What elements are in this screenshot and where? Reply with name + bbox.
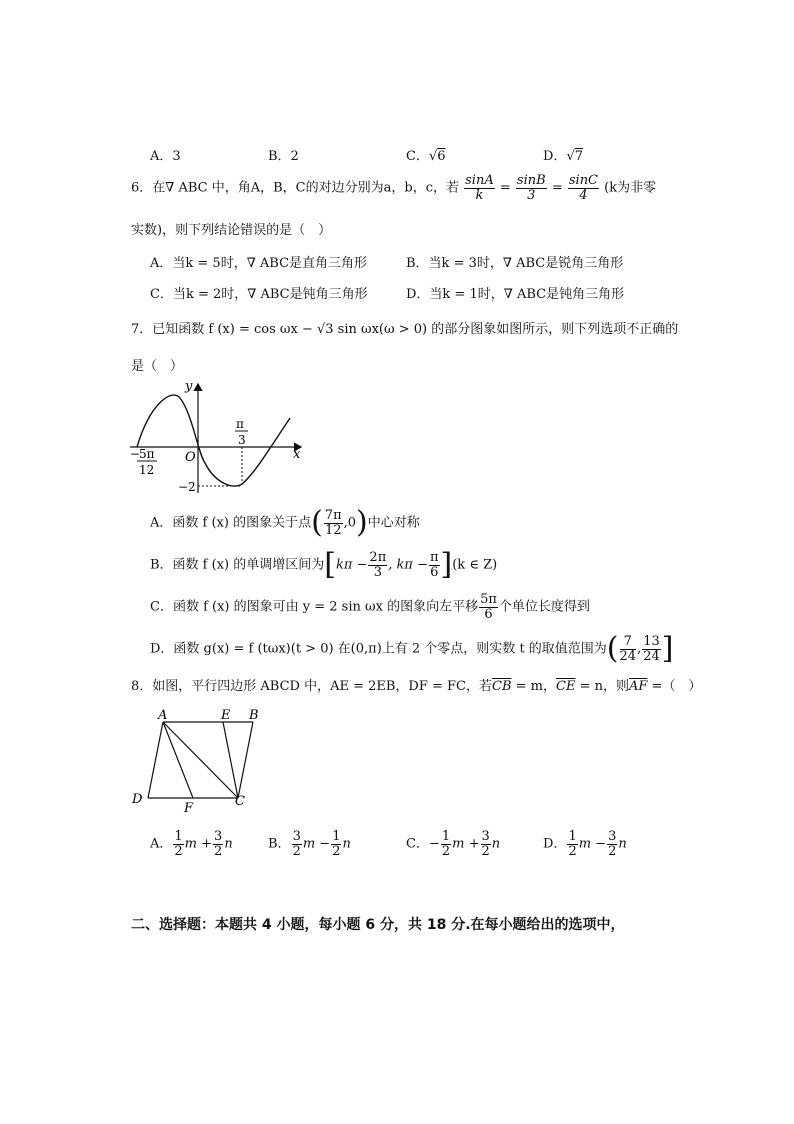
q6-stem: 6．在∇ ABC 中，角A，B，C的对边分别为a，b，c，若 $\frac{\sin A}{k}$ = $\frac{\sin B}{3}$ = $\frac{\sin C}{4}$ (k为非零 (131, 173, 657, 203)
q7-option-c: C．函数 f (x) 的图象可由 y = 2 sin ωx 的图象向左平移 $\frac{5\pi}{6}$ 个单位长度得到 (150, 592, 590, 622)
point-a: A (158, 708, 168, 723)
point-f: F (184, 801, 194, 816)
label-3: 3 (238, 433, 246, 447)
label-12: 12 (139, 463, 155, 477)
label-5pi: 5π (139, 447, 155, 461)
section-2-heading: 二、选择题：本题共 4 小题，每小题 6 分，共 18 分.在每小题给出的选项中， (131, 917, 625, 933)
q8-option-b: B． $\frac{3}{2}$ m − $\frac{1}{2}$ n (268, 829, 351, 859)
q6-stem-line2: 实数)，则下列结论错误的是（ ） (131, 223, 332, 238)
cosine-curve (137, 395, 290, 486)
q6-option-b: B．当k = 3时，∇ ABC是锐角三角形 (406, 256, 624, 271)
q6-option-c: C．当k = 2时，∇ ABC是钝角三角形 (150, 287, 368, 302)
label-minus-2: −2 (178, 480, 196, 494)
q6-option-d: D．当k = 1时，∇ ABC是钝角三角形 (406, 287, 625, 302)
label-pi: π (236, 417, 244, 431)
q5-option-b: B．2 (268, 149, 299, 164)
q5-option-c: C．√6 (406, 149, 446, 164)
segment-af (163, 722, 193, 798)
q8-option-d: D． $\frac{1}{2}$ m − $\frac{3}{2}$ n (543, 829, 627, 859)
label-minus: − (130, 447, 141, 461)
label-x: x (293, 447, 301, 462)
side-bc (238, 722, 253, 798)
q7-function-graph (125, 378, 310, 498)
label-y: y (185, 379, 193, 394)
q7-stem-line2: 是（ ） (131, 359, 184, 374)
point-b: B (249, 708, 259, 723)
q7-option-a: A．函数 f (x) 的图象关于点( $\frac{7\pi}{12}$ ,0)中心对称 (150, 505, 420, 540)
segment-ac (163, 722, 238, 798)
q7-option-b: B．函数 f (x) 的单调增区间为[kπ − $\frac{2\pi}{3}$ , kπ − $\frac{\pi}{6}$ ](k ∈ Z) (150, 547, 498, 582)
q7-stem: 7．已知函数 f (x) = cos ωx − √3 sin ωx(ω > 0) 的部分图象如图所示，则下列选项不正确的 (131, 322, 679, 337)
q7-option-d: D．函数 g(x) = f (tωx)(t > 0) 在(0,π)上有 2 个零点，则实数 t 的取值范围为( $\frac{7}{24}$ , $\frac{13}{24}$ ] (150, 631, 674, 666)
q5-option-d: D．√7 (543, 149, 584, 164)
q5-option-a: A．3 (150, 149, 181, 164)
q8-option-c: C．− $\frac{1}{2}$ m + $\frac{3}{2}$ n (406, 829, 501, 859)
side-da (148, 722, 163, 798)
point-e: E (221, 708, 231, 723)
point-d: D (132, 792, 143, 807)
q8-stem: 8．如图，平行四边形 ABCD 中，AE = 2EB，DF = FC，若$\overline{CB} = m$，$\overline{CE} = n$，则$\overline{AF}$ =（ ） (131, 679, 702, 694)
label-origin: O (185, 450, 196, 465)
q6-option-a: A．当k = 5时，∇ ABC是直角三角形 (150, 256, 368, 271)
segment-ec (223, 722, 238, 798)
point-c: C (235, 794, 245, 809)
q8-parallelogram-figure (128, 702, 268, 817)
q8-option-a: A． $\frac{1}{2}$ m + $\frac{3}{2}$ n (150, 829, 233, 859)
